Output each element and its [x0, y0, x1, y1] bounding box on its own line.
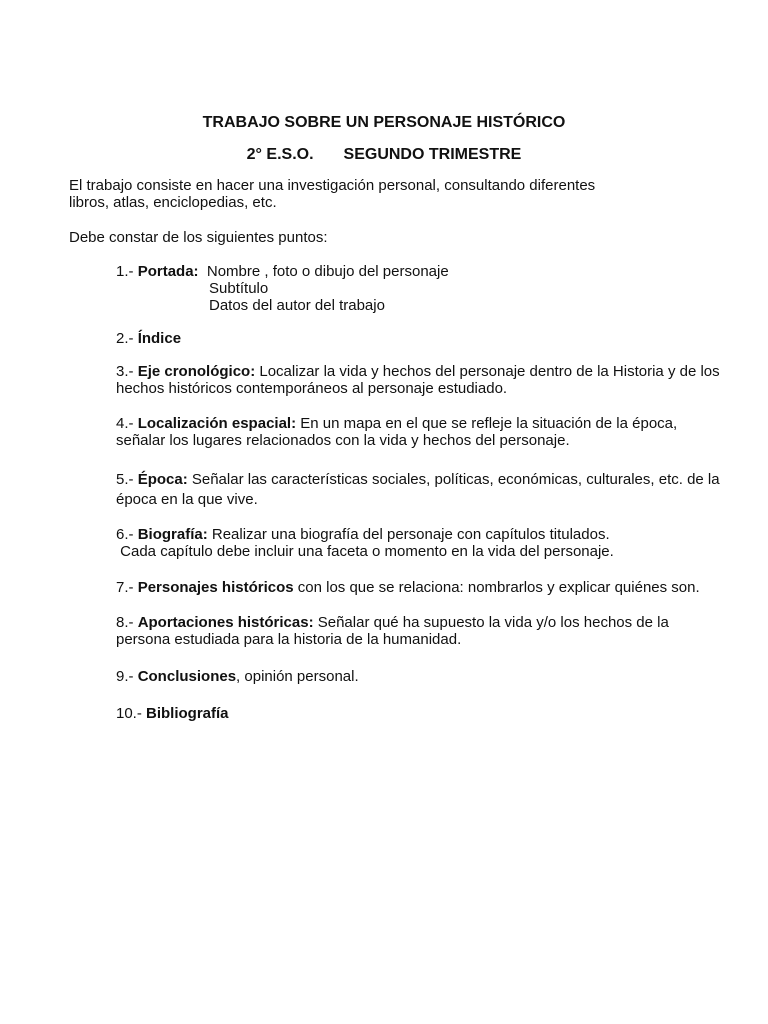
list-item-conclusiones [116, 668, 746, 685]
list-item-localizacion-espacial [116, 415, 746, 449]
course-label: 2° E.S.O. [246, 146, 314, 163]
item-number: 5.- [116, 471, 138, 488]
item-text-line-2: época en la que vive. [116, 491, 258, 508]
item-text: Nombre , foto o dibujo del personaje [198, 263, 449, 280]
lead-text: Debe constar de los siguientes puntos: [69, 229, 328, 246]
portada-subtitle: Subtítulo [209, 280, 269, 297]
item-number: 10.- [116, 705, 147, 722]
item-text: con los que se relaciona: nombrarlos y explicar quiénes son. [293, 579, 700, 596]
intro-line-2: libros, atlas, enciclopedias, etc. [69, 194, 277, 211]
list-item-aportaciones-historicas [116, 614, 746, 648]
item-text: Señalar las características sociales, políticas, económicas, culturales, etc. de la [187, 471, 720, 488]
item-text: Señalar qué ha supuesto la vida y/o los hechos de la [313, 614, 669, 631]
term-label: SEGUNDO TRIMESTRE [343, 146, 522, 163]
item-label: Bibliografía [146, 705, 229, 722]
item-text: Localizar la vida y hechos del personaje dentro de la Historia y de los [255, 363, 720, 380]
list-item-personajes-historicos [116, 579, 746, 596]
item-label: Índice [137, 330, 182, 347]
item-label: Aportaciones históricas: [137, 614, 314, 631]
list-item-epoca [116, 470, 746, 510]
item-number: 2.- [116, 330, 138, 347]
item-label: Portada: [137, 263, 199, 280]
item-text: , opinión personal. [236, 668, 359, 685]
list-item-indice [116, 330, 746, 347]
page-title: TRABAJO SOBRE UN PERSONAJE HISTÓRICO [202, 114, 566, 131]
list-item-eje-cronologico [116, 363, 746, 397]
item-label: Eje cronológico: [137, 363, 256, 380]
intro-paragraph [69, 177, 669, 211]
item-text-line-2: hechos históricos contemporáneos al personaje estudiado. [116, 380, 508, 397]
item-number: 1.- [116, 263, 138, 280]
item-label: Conclusiones [137, 668, 237, 685]
item-label: Localización espacial: [137, 415, 297, 432]
course-term-heading [0, 146, 768, 163]
item-text-line-2: persona estudiada para la historia de la humanidad. [116, 631, 462, 648]
list-item-bibliografia [116, 705, 746, 722]
item-label: Personajes históricos [137, 579, 294, 596]
item-number: 8.- [116, 614, 138, 631]
item-number: 3.- [116, 363, 138, 380]
item-number: 9.- [116, 668, 138, 685]
list-item-portada [116, 263, 746, 280]
item-label: Biografía: [137, 526, 208, 543]
item-number: 4.- [116, 415, 138, 432]
item-text-line-2: señalar los lugares relacionados con la vida y hechos del personaje. [116, 432, 570, 449]
item-number: 7.- [116, 579, 138, 596]
item-label: Época: [137, 471, 188, 488]
intro-line-1: El trabajo consiste en hacer una investigación personal, consultando diferentes [69, 177, 596, 194]
item-text: En un mapa en el que se refleje la situación de la época, [296, 415, 678, 432]
item-number: 6.- [116, 526, 138, 543]
portada-author-data: Datos del autor del trabajo [209, 297, 385, 314]
item-text-line-2: Cada capítulo debe incluir una faceta o momento en la vida del personaje. [116, 543, 614, 560]
item-text: Realizar una biografía del personaje con capítulos titulados. [207, 526, 610, 543]
list-item-biografia [116, 526, 746, 560]
